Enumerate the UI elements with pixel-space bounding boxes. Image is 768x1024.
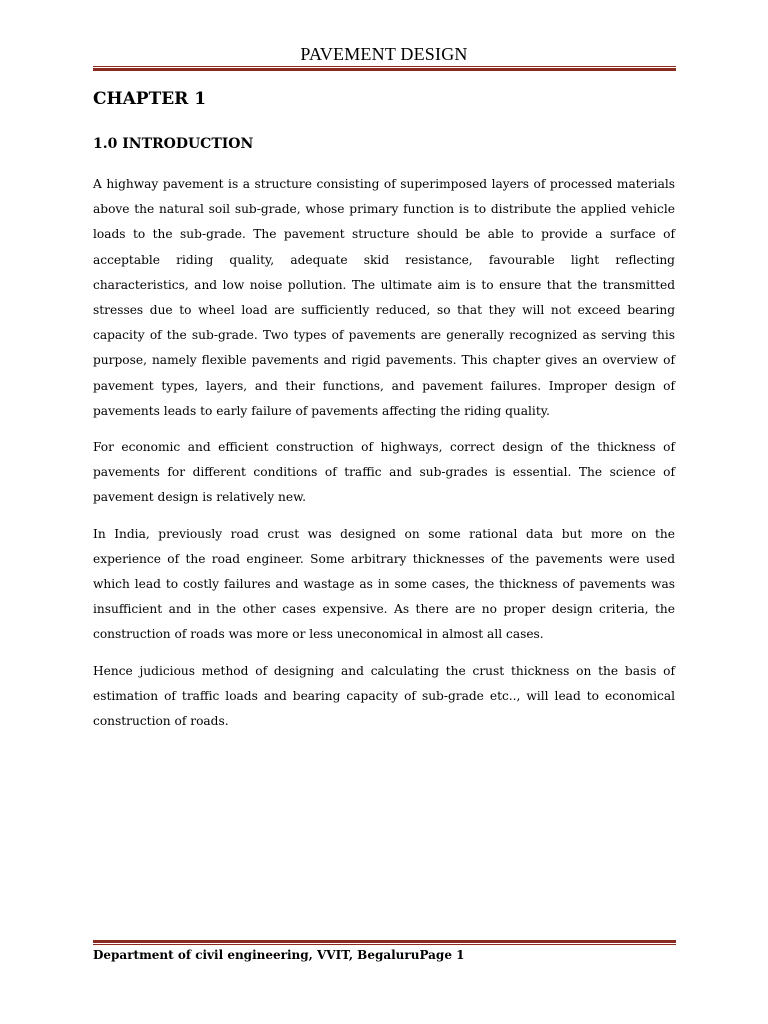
running-header-title: PAVEMENT DESIGN <box>300 44 468 64</box>
section-heading: 1.0 INTRODUCTION <box>93 136 254 152</box>
header-divider <box>93 66 676 71</box>
footer-text: Department of civil engineering, VVIT, BegaluruPage 1 <box>93 948 465 962</box>
paragraph: For economic and efficient construction of highways, correct design of the thickness of pavements for different conditions of traffic and sub-grades is essential. The science of pavement design is relatively new. <box>93 440 675 505</box>
paragraph: A highway pavement is a structure consisting of superimposed layers of processed materials above the natural soil sub-grade, whose primary function is to distribute the applied vehicle loads to the sub-grade. The pavement structure should be able to provide a surface of acceptable riding quality, adequate skid resistance, favourable light reflecting characteristics, and low noise pollution. The ultimate aim is to ensure that the transmitted stresses due to wheel load are sufficiently reduced, so that they will not exceed bearing capacity of the sub-grade. Two types of pavements are generally recognized as serving this purpose, namely flexible pavements and rigid pavements. This chapter gives an overview of pavement types, layers, and their functions, and pavement failures. Improper design of pavements leads to early failure of pavements affecting the riding quality. <box>93 177 675 418</box>
paragraph: Hence judicious method of designing and calculating the crust thickness on the basis of estimation of traffic loads and bearing capacity of sub-grade etc.., will lead to economical construction of roads. <box>93 663 675 729</box>
paragraph: In India, previously road crust was designed on some rational data but more on the experience of the road engineer. Some arbitrary thicknesses of the pavements were used which lead to costly failures and wastage as in some cases, the thickness of pavements was insufficient and in the other cases expensive. As there are no proper design criteria, the construction of roads was more or less uneconomical in almost all cases. <box>93 526 675 642</box>
footer-divider <box>93 940 676 945</box>
body-text <box>93 172 675 745</box>
chapter-title: CHAPTER 1 <box>93 89 207 109</box>
